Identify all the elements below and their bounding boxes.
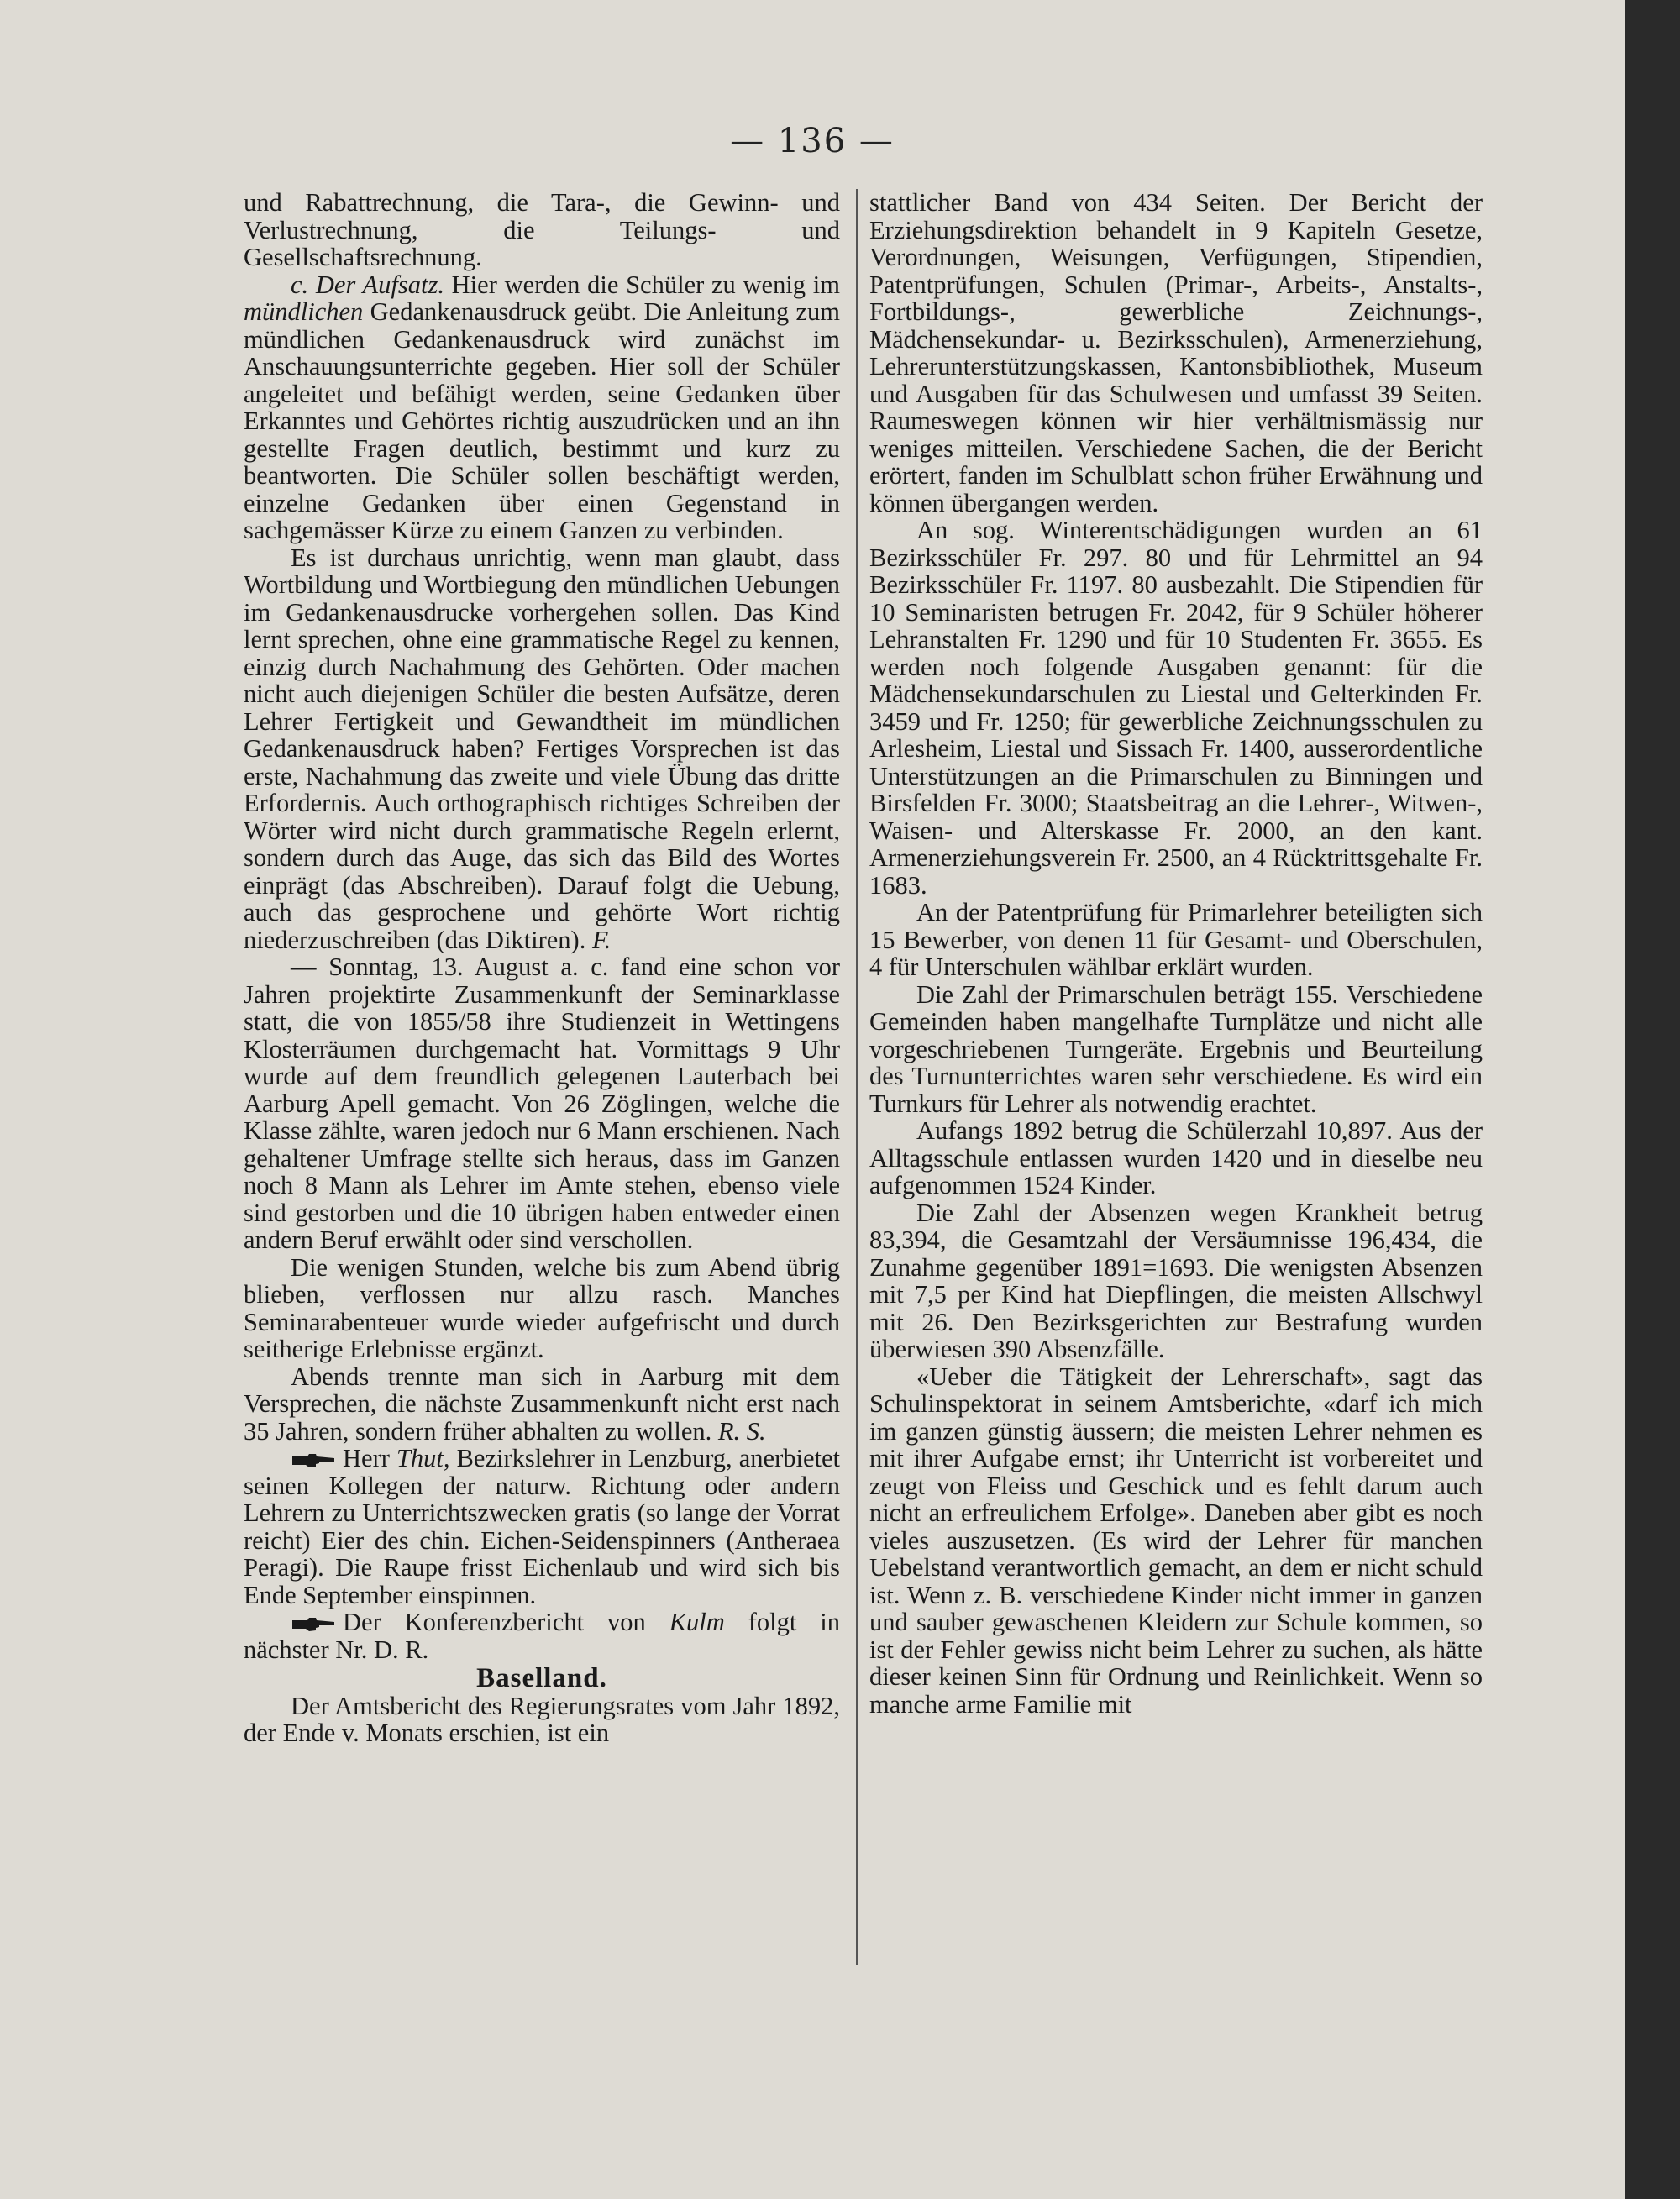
paragraph: Die Zahl der Absenzen wegen Krankheit betrug 83,394, die Gesamtzahl der Versäumnisse 196,434, die Zunahme gegenüber 1891=1693. Die wenigsten Absenzen mit 7,5 per Kind hat Diepflingen, die meisten Allschwyl mit 26. Den Bezirksgerichten zur Bestrafung wurden überwiesen 390 Absenzfälle. — [869, 1198, 1483, 1363]
paragraph: «Ueber die Tätigkeit der Lehrerschaft», sagt das Schulinspektorat in seinem Amtsberichte, «darf ich mich im ganzen günstig äussern; die meisten Lehrer nehmen es mit ihrer Aufgabe ernst; ihr Unterricht ist vorbereitet und zeugt von Fleiss und Geschick und es fehlt darum auch nicht an erfreulichem Erfolge». Daneben aber gibt es noch vieles auszusetzen. (Es wird der Lehrer für manchen Uebelstand verantwortlich gemacht, an dem er nicht schuld ist. Wenn z. B. verschiedene Kinder nicht immer in ganzen und sauber gewaschenen Kleidern zur Schule kommen, so ist der Fehler gewiss nicht beim Lehrer zu suchen, als hätte dieser keinen Sinn für Ordnung und Reinlichkeit. Wenn so manche arme Familie mit — [869, 1362, 1483, 1719]
author-signature: R. S. — [717, 1416, 766, 1446]
paragraph: Die Zahl der Primarschulen beträgt 155. Verschiedene Gemeinden haben mangelhafte Turnplätze und nicht alle vorgeschriebenen Turngeräte. Ergebnis und Beurteilung des Turnunterrichtes waren sehr verschiedene. Es wird ein Turnkurs für Lehrer als notwendig erachtet. — [869, 979, 1483, 1118]
right-column — [869, 189, 1483, 1718]
paragraph: Die wenigen Stunden, welche bis zum Abend übrig blieben, verflossen nur allzu rasch. Manches Seminarabenteuer wurde wieder aufgefrischt und durch seitherige Erlebnisse ergänzt. — [244, 1252, 840, 1363]
paragraph — [244, 1363, 840, 1446]
author-signature: F. — [591, 925, 612, 954]
paragraph: Aufangs 1892 betrug die Schülerzahl 10,897. Aus der Alltagsschule entlassen wurden 1420 und in dieselbe neu aufgenommen 1524 Kinder. — [869, 1116, 1483, 1199]
column-divider — [856, 189, 858, 1965]
text-run: folgt in nächster Nr. D. R. — [244, 1608, 840, 1664]
pointing-hand-icon — [291, 1451, 336, 1470]
paragraph-aufsatz — [244, 271, 840, 544]
text-run: Bezirkslehrer in Lenzburg, anerbietet seinen Kollegen der naturw. Richtung oder andern Lehrern zu Unterrichtszwecken gratis (so lange der Vorrat reicht) Eier des chin. Eichen-Seidenspinners (Antheraea Peragi). Die Raupe frisst Eichenlaub und wird sich bis Ende September einspinnen. — [244, 1444, 840, 1609]
text-run: Abends trennte man sich in Aarburg mit dem Versprechen, die nächste Zusammenkunft nicht erst nach 35 Jahren, sondern früher abhalten zu wollen. — [244, 1362, 840, 1446]
section-heading: Baselland. — [476, 1663, 607, 1693]
text-run: Gedankenausdruck geübt. Die Anleitung zum mündlichen Gedankenausdruck wird zunächst im Anschauungsunterrichte gegeben. Hier soll der Schüler angeleitet und befähigt werden, seine Gedanken über Erkanntes und Gehörtes richtig auszudrücken und an ihn gestellte Fragen deutlich, bestimmt und kurz zu beantworten. Die Schüler sollen beschäftigt werden, einzelne Gedanken über einen Gegenstand in sachgemässer Kürze zu einem Ganzen zu verbinden. — [244, 297, 840, 544]
paragraph: und Rabattrechnung, die Tara-, die Gewinn- und Verlustrechnung, die Teilungs- und Gesellschaftsrechnung. — [244, 188, 840, 271]
paragraph: An der Patentprüfung für Primarlehrer beteiligten sich 15 Bewerber, von denen 11 für Gesamt- und Oberschulen, 4 für Unterschulen wählbar erklärt wurden. — [869, 898, 1483, 981]
paragraph: stattlicher Band von 434 Seiten. Der Bericht der Erziehungsdirektion behandelt in 9 Kapiteln Gesetze, Verordnungen, Weisungen, Verfügungen, Stipendien, Patentprüfungen, Schulen (Primar-, Arbeits-, Anstalts-, Fortbildungs-, gewerbliche Zeichnungs-, Mädchensekundar- u. Bezirksschulen), Armenerziehung, Lehrerunterstützungskassen, Kantonsbibliothek, Museum und Ausgaben für das Schulwesen und umfasst 39 Seiten. Raumeswegen können wir hier verhältnismässig nur weniges mitteilen. Verschiedene Sachen, die der Bericht erörtert, fanden im Schulblatt schon früher Erwähnung und können übergangen werden. — [869, 188, 1483, 517]
paragraph: An sog. Winterentschädigungen wurden an 61 Bezirksschüler Fr. 297. 80 und für Lehrmittel an 94 Bezirksschüler Fr. 1197. 80 ausbezahlt. Die Stipendien für 10 Seminaristen betrugen Fr. 2042, für 9 Schüler höherer Lehranstalten Fr. 1290 und für 10 Studenten Fr. 3655. Es werden noch folgende Ausgaben genannt: für die Mädchensekundarschulen zu Liestal und Gelterkinden Fr. 3459 und Fr. 1250; für gewerbliche Zeichnungsschulen zu Arlesheim, Liestal und Sissach Fr. 1400, ausserordentliche Unterstützungen an die Primarschulen zu Binningen und Birsfelden Fr. 3000; Staatsbeitrag an die Lehrer-, Witwen-, Waisen- und Alterskasse Fr. 2000, an den kant. Armenerziehungsverein Fr. 2500, an 4 Rücktrittsgehalte Fr. 1683. — [869, 516, 1483, 900]
scan-edge — [1625, 0, 1680, 2199]
text-run: Es ist durchaus unrichtig, wenn man glaubt, dass Wortbildung und Wortbiegung den mündlichen Uebungen im Gedankenausdrucke vorhergehen sollen. Das Kind lernt sprechen, ohne eine grammatische Regel zu kennen, einzig durch Nachahmung des Gehörten. Oder machen nicht auch diejenigen Schüler die besten Aufsätze, deren Lehrer Fertigkeit und Gewandtheit im mündlichen Gedankenausdruck haben? Fertiges Vorsprechen ist das erste, Nachahmung das zweite und viele Übung das dritte Erfordernis. Auch orthographisch richtiges Schreiben der Wörter wird nicht durch grammatische Regeln erlernt, sondern durch das Auge, das sich das Bild des Wortes einprägt (das Abschreiben). Darauf folgt die Uebung, auch das gesprochene und gehörte Wort richtig niederzuschreiben (das Diktiren). — [244, 543, 840, 954]
paragraph — [244, 544, 840, 954]
text-run: Herr — [343, 1444, 396, 1472]
paragraph-notice — [244, 1609, 840, 1663]
text-run: Der Konferenzbericht von — [343, 1608, 669, 1636]
emphasis: mündlichen — [244, 297, 364, 326]
text-run: Hier werden die Schüler zu wenig im — [444, 270, 840, 299]
paragraph: Der Amtsbericht des Regierungsrates vom Jahr 1892, der Ende v. Monats erschien, ist ein — [244, 1691, 840, 1747]
section-label: c. Der Aufsatz. — [291, 270, 444, 299]
paragraph-notice — [244, 1445, 840, 1609]
page-number: — 136 — — [730, 122, 895, 160]
person-name: Thut, — [396, 1444, 450, 1472]
left-column — [244, 189, 840, 1747]
place-name: Kulm — [669, 1608, 725, 1636]
pointing-hand-icon — [291, 1615, 336, 1634]
paragraph-news: — Sonntag, 13. August a. c. fand eine schon vor Jahren projektirte Zusammenkunft der Seminarklasse statt, die von 1855/58 ihre Studienzeit in Wettingens Klosterräumen durchgemacht hat. Vormittags 9 Uhr wurde auf dem freundlich gelegenen Lauterbach bei Aarburg Apell gemacht. Von 26 Zöglingen, welche die Klasse zählte, waren jedoch nur 6 Mann erschienen. Nach gehaltener Umfrage stellte sich heraus, dass im Ganzen noch 8 Mann als Lehrer im Amte stehen, ebenso viele sind gestorben und die 10 übrigen haben entweder einen andern Beruf erwählt oder sind verschollen. — [244, 953, 840, 1254]
